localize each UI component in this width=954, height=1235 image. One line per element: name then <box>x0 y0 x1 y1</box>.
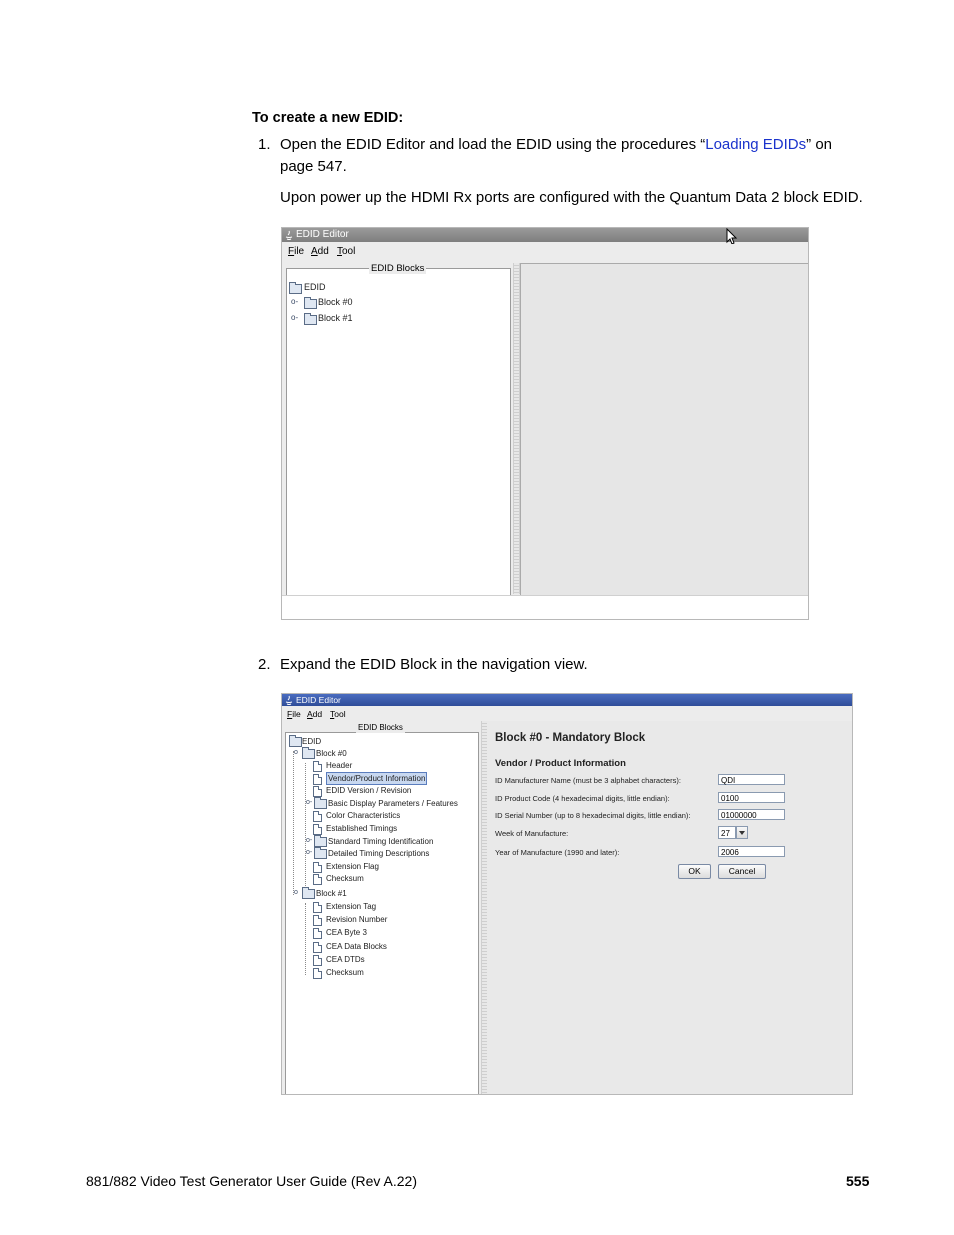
collapse-handle-icon[interactable]: o- <box>306 798 313 806</box>
step-2-text: Expand the EDID Block in the navigation view. <box>280 656 588 673</box>
window-title-bar <box>282 694 852 706</box>
edid-editor-window-2 <box>281 693 853 1095</box>
folder-icon <box>314 849 327 859</box>
tree-node-label: Color Characteristics <box>326 811 401 821</box>
folder-icon <box>302 749 315 759</box>
tree-node-label: Block #0 <box>318 297 353 307</box>
expand-handle-icon[interactable]: o- <box>291 297 299 306</box>
window-title: EDID Editor <box>296 695 341 705</box>
tree-node-label: Basic Display Parameters / Features <box>328 798 458 808</box>
tree-node-label: CEA Data Blocks <box>326 941 387 951</box>
document-icon <box>313 915 322 926</box>
document-icon <box>313 811 322 822</box>
block-title: Block #0 - Mandatory Block <box>495 732 646 744</box>
collapse-handle-icon[interactable]: o- <box>306 849 313 857</box>
document-icon <box>313 786 322 797</box>
java-app-icon <box>285 695 293 705</box>
tree-node-label: EDID <box>304 282 326 292</box>
tree-node-label: Established Timings <box>326 824 398 833</box>
tree-node-label: Vendor/Product Information <box>328 773 426 783</box>
step-1-text <box>280 134 832 156</box>
tree-node-label: Standard Timing Identification <box>328 836 434 846</box>
step-1-text-line2: page 547. <box>280 158 347 175</box>
expand-handle-icon[interactable]: o <box>294 889 298 896</box>
content-panel <box>520 263 808 595</box>
menu-add[interactable]: Add <box>311 246 329 257</box>
tree-node-label: CEA Byte 3 <box>326 928 367 938</box>
collapse-handle-icon[interactable]: o- <box>306 836 313 844</box>
menu-add[interactable]: Add <box>307 709 323 719</box>
status-area <box>282 595 808 620</box>
tree-node-label: EDID Version / Revision <box>326 786 412 796</box>
folder-icon <box>304 299 317 309</box>
tree-node-label: Revision Number <box>326 915 388 925</box>
menu-tool[interactable]: Tool <box>330 709 346 719</box>
expand-handle-icon[interactable]: o <box>294 749 298 756</box>
section-title: Vendor / Product Information <box>495 758 626 769</box>
tree-node-label: Block #0 <box>316 749 347 758</box>
document-icon <box>313 761 322 772</box>
document-icon <box>313 902 322 913</box>
tree-node-label: EDID <box>302 737 322 746</box>
menu-file[interactable]: File <box>288 246 305 257</box>
document-icon <box>313 824 322 835</box>
footer-title: 881/882 Video Test Generator User Guide (Rev A.22) <box>86 1173 418 1189</box>
document-icon <box>313 874 322 885</box>
tree-node-label: Extension Tag <box>326 902 377 911</box>
year-label: Year of Manufacture (1990 and later): <box>495 848 620 857</box>
serial-number-input[interactable]: 01000000 <box>718 809 785 820</box>
manufacturer-name-label: ID Manufacturer Name (must be 3 alphabet characters): <box>495 776 681 785</box>
step-1-number: 1. <box>258 136 271 153</box>
step-2-number: 2. <box>258 656 271 673</box>
edid-blocks-label: EDID Blocks <box>371 263 425 274</box>
manufacturer-name-input[interactable]: QDI <box>718 774 785 785</box>
menu-file[interactable]: File <box>287 709 301 719</box>
split-pane-divider[interactable] <box>513 263 520 594</box>
window-title: EDID Editor <box>296 229 349 240</box>
tree-node-label: Block #1 <box>318 313 353 323</box>
document-icon <box>313 862 322 873</box>
tree-node-label: Checksum <box>326 968 364 977</box>
tree-guide-line <box>293 751 294 895</box>
page-number: 555 <box>846 1173 870 1189</box>
year-input[interactable]: 2006 <box>718 846 785 857</box>
menu-bar <box>282 244 808 260</box>
product-code-input[interactable]: 0100 <box>718 792 785 803</box>
tree-guide-line <box>305 763 306 888</box>
chevron-down-icon[interactable] <box>736 826 748 839</box>
document-icon <box>313 968 322 979</box>
document-icon <box>313 955 322 966</box>
expand-handle-icon[interactable]: o- <box>291 313 299 322</box>
edid-blocks-label: EDID Blocks <box>358 723 403 732</box>
step-1-text-before: Open the EDID Editor and load the EDID using the procedures “ <box>280 136 706 153</box>
tree-node-label: Header <box>326 761 353 770</box>
tree-node-label: CEA DTDs <box>326 954 365 964</box>
document-icon <box>313 774 322 785</box>
step-1-text-after: ” on <box>806 136 833 153</box>
serial-number-label: ID Serial Number (up to 8 hexadecimal digits, little endian): <box>495 811 691 820</box>
tree-node-label: Detailed Timing Descriptions <box>328 849 430 859</box>
tree-node-label: Block #1 <box>316 889 347 898</box>
java-app-icon <box>285 230 293 240</box>
menu-bar <box>282 707 852 721</box>
product-code-label: ID Product Code (4 hexadecimal digits, little endian): <box>495 794 670 803</box>
loading-edids-link[interactable]: Loading EDIDs <box>705 136 807 153</box>
tree-node-label: Checksum <box>326 874 364 884</box>
document-icon <box>313 942 322 953</box>
folder-icon <box>304 315 317 325</box>
step-1-note: Upon power up the HDMI Rx ports are configured with the Quantum Data 2 block EDID. <box>280 189 863 206</box>
folder-icon <box>302 889 315 899</box>
folder-icon <box>314 799 327 809</box>
document-icon <box>313 928 322 939</box>
folder-icon <box>289 737 302 747</box>
section-heading: To create a new EDID: <box>252 110 404 126</box>
ok-button[interactable]: OK <box>678 864 711 879</box>
cancel-button[interactable]: Cancel <box>718 864 766 879</box>
folder-icon <box>314 837 327 847</box>
tree-guide-line <box>305 903 306 975</box>
tree-node-label: Extension Flag <box>326 861 379 871</box>
week-label: Week of Manufacture: <box>495 829 569 838</box>
week-select[interactable]: 27 <box>718 826 736 839</box>
folder-icon <box>289 284 302 294</box>
menu-tool[interactable]: Tool <box>337 246 356 257</box>
edid-editor-window-1 <box>281 227 809 620</box>
